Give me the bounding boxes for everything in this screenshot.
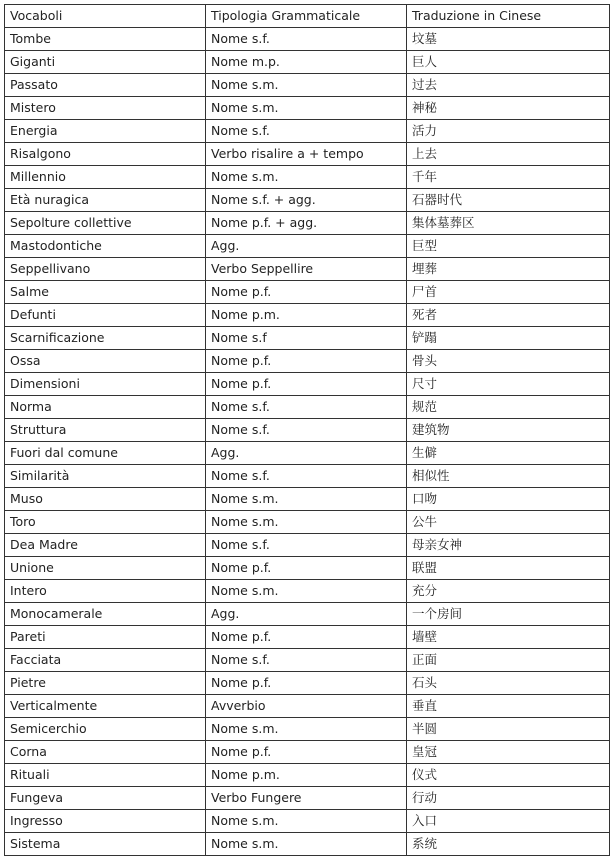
cell-vocabolo: Energia	[5, 120, 206, 143]
cell-vocabolo: Mistero	[5, 97, 206, 120]
table-row	[5, 810, 610, 833]
cell-tipologia: Nome s.f.	[206, 534, 407, 557]
cell-vocabolo: Risalgono	[5, 143, 206, 166]
header-tipologia-grammaticale: Tipologia Grammaticale	[206, 5, 407, 28]
table-header-row	[5, 5, 610, 28]
table-row	[5, 373, 610, 396]
cell-vocabolo: Toro	[5, 511, 206, 534]
table-row	[5, 534, 610, 557]
cell-traduzione: 生僻	[407, 442, 610, 465]
cell-traduzione: 母亲女神	[407, 534, 610, 557]
cell-vocabolo: Dea Madre	[5, 534, 206, 557]
cell-tipologia: Verbo risalire a + tempo	[206, 143, 407, 166]
cell-tipologia: Nome p.m.	[206, 304, 407, 327]
table-row	[5, 327, 610, 350]
cell-tipologia: Nome s.m.	[206, 833, 407, 856]
cell-tipologia: Nome s.f.	[206, 28, 407, 51]
cell-tipologia: Nome p.f.	[206, 350, 407, 373]
cell-tipologia: Nome p.f.	[206, 557, 407, 580]
cell-traduzione: 公牛	[407, 511, 610, 534]
cell-vocabolo: Monocamerale	[5, 603, 206, 626]
cell-tipologia: Nome s.m.	[206, 718, 407, 741]
cell-traduzione: 埋葬	[407, 258, 610, 281]
cell-tipologia: Nome s.m.	[206, 511, 407, 534]
table-row	[5, 603, 610, 626]
table-row	[5, 511, 610, 534]
table-row	[5, 74, 610, 97]
table-row	[5, 741, 610, 764]
cell-vocabolo: Giganti	[5, 51, 206, 74]
cell-tipologia: Verbo Fungere	[206, 787, 407, 810]
cell-traduzione: 系统	[407, 833, 610, 856]
cell-vocabolo: Fuori dal comune	[5, 442, 206, 465]
cell-traduzione: 骨头	[407, 350, 610, 373]
cell-tipologia: Nome s.f.	[206, 419, 407, 442]
cell-traduzione: 规范	[407, 396, 610, 419]
cell-traduzione: 千年	[407, 166, 610, 189]
cell-traduzione: 充分	[407, 580, 610, 603]
cell-vocabolo: Corna	[5, 741, 206, 764]
table-row	[5, 672, 610, 695]
cell-vocabolo: Pareti	[5, 626, 206, 649]
cell-traduzione: 垂直	[407, 695, 610, 718]
cell-vocabolo: Intero	[5, 580, 206, 603]
table-row	[5, 212, 610, 235]
cell-traduzione: 皇冠	[407, 741, 610, 764]
table-row	[5, 281, 610, 304]
cell-vocabolo: Mastodontiche	[5, 235, 206, 258]
table-row	[5, 580, 610, 603]
cell-vocabolo: Pietre	[5, 672, 206, 695]
cell-tipologia: Nome s.f.	[206, 649, 407, 672]
cell-traduzione: 墙壁	[407, 626, 610, 649]
cell-vocabolo: Sistema	[5, 833, 206, 856]
table-row	[5, 28, 610, 51]
cell-tipologia: Nome s.f. + agg.	[206, 189, 407, 212]
table-row	[5, 465, 610, 488]
table-row	[5, 488, 610, 511]
cell-tipologia: Nome s.m.	[206, 580, 407, 603]
cell-traduzione: 死者	[407, 304, 610, 327]
cell-tipologia: Nome p.f.	[206, 672, 407, 695]
table-row	[5, 97, 610, 120]
cell-vocabolo: Verticalmente	[5, 695, 206, 718]
table-row	[5, 557, 610, 580]
header-traduzione-in-cinese: Traduzione in Cinese	[407, 5, 610, 28]
table-row	[5, 442, 610, 465]
cell-traduzione: 过去	[407, 74, 610, 97]
table-row	[5, 189, 610, 212]
cell-tipologia: Agg.	[206, 235, 407, 258]
cell-tipologia: Nome s.f	[206, 327, 407, 350]
cell-tipologia: Nome s.f.	[206, 465, 407, 488]
cell-tipologia: Agg.	[206, 603, 407, 626]
cell-tipologia: Nome p.f. + agg.	[206, 212, 407, 235]
table-row	[5, 258, 610, 281]
cell-traduzione: 行动	[407, 787, 610, 810]
table-row	[5, 764, 610, 787]
cell-tipologia: Nome p.m.	[206, 764, 407, 787]
cell-vocabolo: Età nuragica	[5, 189, 206, 212]
cell-tipologia: Nome s.m.	[206, 97, 407, 120]
cell-vocabolo: Sepolture collettive	[5, 212, 206, 235]
cell-tipologia: Nome s.m.	[206, 810, 407, 833]
cell-vocabolo: Tombe	[5, 28, 206, 51]
cell-traduzione: 尺寸	[407, 373, 610, 396]
table-row	[5, 695, 610, 718]
cell-vocabolo: Ingresso	[5, 810, 206, 833]
cell-vocabolo: Millennio	[5, 166, 206, 189]
cell-traduzione: 入口	[407, 810, 610, 833]
cell-vocabolo: Similarità	[5, 465, 206, 488]
cell-vocabolo: Norma	[5, 396, 206, 419]
cell-tipologia: Nome s.f.	[206, 396, 407, 419]
table-body	[5, 28, 610, 856]
cell-tipologia: Verbo Seppellire	[206, 258, 407, 281]
cell-vocabolo: Semicerchio	[5, 718, 206, 741]
cell-vocabolo: Dimensioni	[5, 373, 206, 396]
table-row	[5, 626, 610, 649]
cell-vocabolo: Fungeva	[5, 787, 206, 810]
table-row	[5, 396, 610, 419]
cell-traduzione: 口吻	[407, 488, 610, 511]
cell-vocabolo: Ossa	[5, 350, 206, 373]
table-row	[5, 235, 610, 258]
cell-traduzione: 尸首	[407, 281, 610, 304]
table-row	[5, 350, 610, 373]
cell-traduzione: 巨型	[407, 235, 610, 258]
cell-traduzione: 相似性	[407, 465, 610, 488]
cell-vocabolo: Seppellivano	[5, 258, 206, 281]
table-row	[5, 649, 610, 672]
header-vocaboli: Vocaboli	[5, 5, 206, 28]
table-row	[5, 419, 610, 442]
cell-vocabolo: Struttura	[5, 419, 206, 442]
cell-tipologia: Nome s.m.	[206, 74, 407, 97]
cell-tipologia: Nome p.f.	[206, 741, 407, 764]
cell-traduzione: 坟墓	[407, 28, 610, 51]
cell-traduzione: 石头	[407, 672, 610, 695]
vocabulary-table	[4, 4, 610, 856]
cell-vocabolo: Facciata	[5, 649, 206, 672]
cell-traduzione: 一个房间	[407, 603, 610, 626]
cell-traduzione: 仪式	[407, 764, 610, 787]
cell-traduzione: 铲蹋	[407, 327, 610, 350]
cell-traduzione: 石器时代	[407, 189, 610, 212]
cell-traduzione: 半圆	[407, 718, 610, 741]
table-row	[5, 120, 610, 143]
cell-tipologia: Nome p.f.	[206, 281, 407, 304]
cell-vocabolo: Unione	[5, 557, 206, 580]
cell-tipologia: Nome p.f.	[206, 373, 407, 396]
cell-traduzione: 集体墓葬区	[407, 212, 610, 235]
cell-tipologia: Agg.	[206, 442, 407, 465]
cell-vocabolo: Passato	[5, 74, 206, 97]
cell-vocabolo: Muso	[5, 488, 206, 511]
cell-tipologia: Nome s.f.	[206, 120, 407, 143]
cell-tipologia: Nome s.m.	[206, 488, 407, 511]
cell-vocabolo: Defunti	[5, 304, 206, 327]
table-row	[5, 718, 610, 741]
cell-traduzione: 神秘	[407, 97, 610, 120]
cell-tipologia: Nome s.m.	[206, 166, 407, 189]
cell-traduzione: 建筑物	[407, 419, 610, 442]
table-row	[5, 787, 610, 810]
table-row	[5, 51, 610, 74]
cell-vocabolo: Rituali	[5, 764, 206, 787]
cell-tipologia: Avverbio	[206, 695, 407, 718]
table-row	[5, 143, 610, 166]
cell-traduzione: 正面	[407, 649, 610, 672]
cell-vocabolo: Salme	[5, 281, 206, 304]
vocabulary-table-container	[4, 4, 610, 856]
cell-traduzione: 巨人	[407, 51, 610, 74]
cell-traduzione: 联盟	[407, 557, 610, 580]
cell-tipologia: Nome m.p.	[206, 51, 407, 74]
cell-tipologia: Nome p.f.	[206, 626, 407, 649]
table-row	[5, 833, 610, 856]
cell-vocabolo: Scarnificazione	[5, 327, 206, 350]
cell-traduzione: 活力	[407, 120, 610, 143]
table-row	[5, 166, 610, 189]
table-row	[5, 304, 610, 327]
cell-traduzione: 上去	[407, 143, 610, 166]
